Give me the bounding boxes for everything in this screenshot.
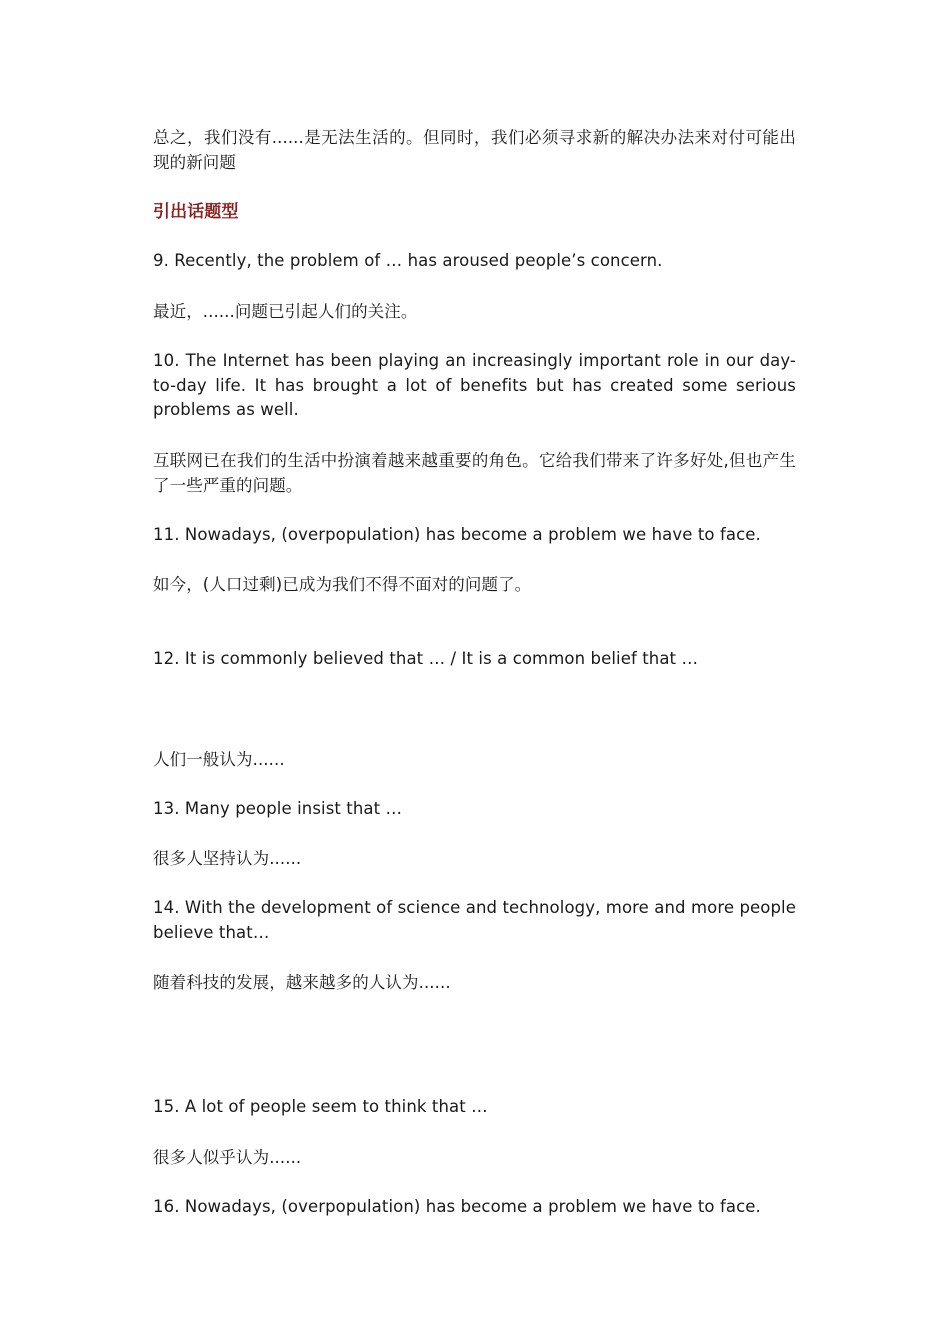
- item-10-chinese: 互联网已在我们的生活中扮演着越来越重要的角色。它给我们带来了许多好处,但也产生了一些严重的问题。: [153, 451, 796, 495]
- item-9-chinese: 最近，......问题已引起人们的关注。: [153, 302, 418, 321]
- item-9-english: 9. Recently, the problem of … has aroused people’s concern.: [153, 251, 663, 270]
- item-16-english: 16. Nowadays, (overpopulation) has become a problem we have to face.: [153, 1197, 761, 1216]
- item-15-chinese: 很多人似乎认为......: [153, 1148, 302, 1167]
- item-12-english: 12. It is commonly believed that … / It is a common belief that …: [153, 649, 699, 668]
- item-11-chinese: 如今，(人口过剩)已成为我们不得不面对的问题了。: [153, 575, 532, 594]
- item-10-english: 10. The Internet has been playing an increasingly important role in our day-to-day life. It has brought a lot of benefits but has created some serious problems as well.: [153, 351, 796, 419]
- item-13-chinese: 很多人坚持认为......: [153, 849, 302, 868]
- intro-summary-text: 总之，我们没有......是无法生活的。但同时，我们必须寻求新的解决办法来对付可能出现的新问题: [153, 128, 796, 172]
- item-13-english: 13. Many people insist that …: [153, 799, 403, 818]
- item-12-chinese: 人们一般认为......: [153, 750, 285, 769]
- item-11-english: 11. Nowadays, (overpopulation) has become a problem we have to face.: [153, 525, 761, 544]
- item-14-chinese: 随着科技的发展，越来越多的人认为......: [153, 973, 451, 992]
- item-15-english: 15. A lot of people seem to think that …: [153, 1097, 488, 1116]
- section-heading: 引出话题型: [153, 202, 239, 222]
- item-14-english: 14. With the development of science and technology, more and more people believe that…: [153, 898, 796, 942]
